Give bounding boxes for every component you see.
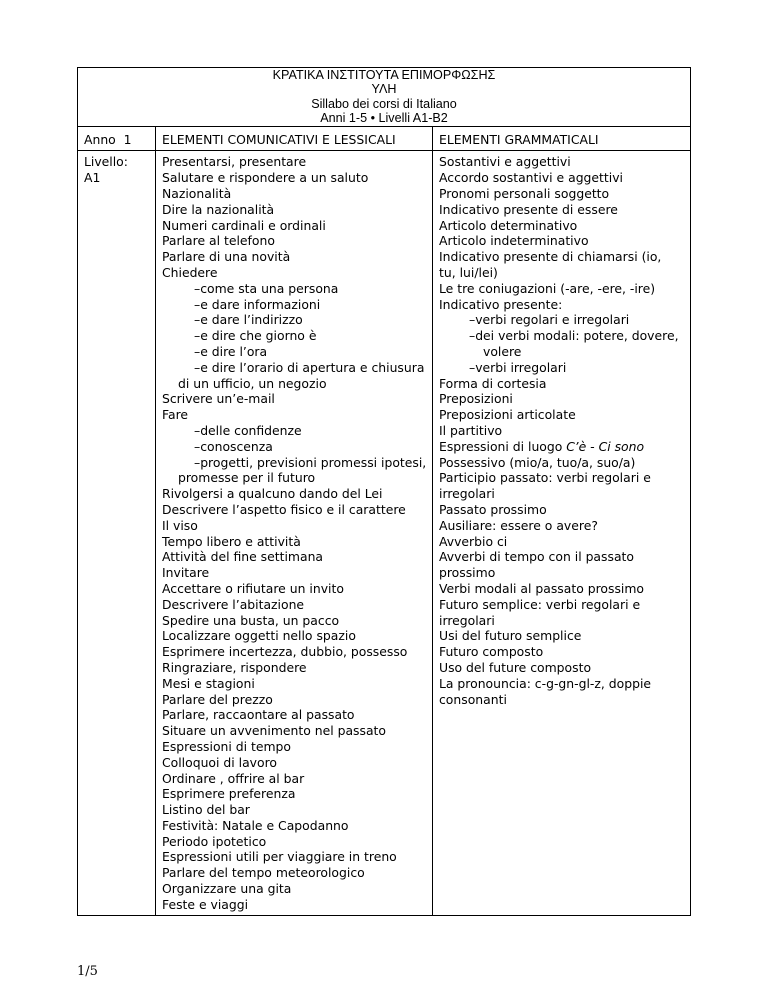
list-item — [439, 439, 686, 455]
list-item: La pronouncia: c-g-gn-gl-z, doppie — [439, 675, 652, 691]
list-item: Preposizioni articolate — [439, 407, 576, 423]
sub-item-continuation: promesse per il futuro — [178, 470, 316, 486]
list-item: Sostantivi e aggettivi — [439, 154, 571, 170]
list-item: Participio passato: verbi regolari e — [439, 470, 651, 486]
level-label: Livello: — [84, 154, 128, 170]
sub-item: –e dire che giorno è — [194, 328, 317, 344]
level-cell — [78, 151, 155, 188]
list-item: Parlare del prezzo — [162, 691, 273, 707]
list-item: Ordinare , offrire al bar — [162, 770, 305, 786]
list-item: Numeri cardinali e ordinali — [162, 217, 326, 233]
list-item: Verbi modali al passato prossimo — [439, 580, 644, 596]
sub-item: –e dare informazioni — [194, 296, 321, 312]
list-item: Possessivo (mio/a, tuo/a, suo/a) — [439, 454, 636, 470]
list-item: Avverbi di tempo con il passato — [439, 549, 634, 565]
subject-title: ΥΛΗ — [371, 82, 397, 97]
list-item: Periodo ipotetico — [162, 833, 267, 849]
list-item-text: Espressioni di luogo — [439, 438, 567, 454]
list-item: Festività: Natale e Capodanno — [162, 817, 349, 833]
list-item: Esprimere incertezza, dubbio, possesso — [162, 644, 408, 660]
level-value: A1 — [84, 170, 101, 186]
column-header-row — [78, 126, 691, 151]
list-item: Futuro composto — [439, 644, 544, 660]
list-item: Localizzare oggetti nello spazio — [162, 628, 356, 644]
title-row — [78, 68, 691, 127]
list-item: Invitare — [162, 565, 210, 581]
list-item-continuation: prossimo — [439, 565, 496, 581]
list-item: Accordo sostantivi e aggettivi — [439, 170, 623, 186]
list-item: Passato prossimo — [439, 501, 547, 517]
list-item: Espressioni di tempo — [162, 738, 292, 754]
sub-item: –e dire l’orario di apertura e chiusura — [194, 359, 425, 375]
list-item: Descrivere l’aspetto fisico e il carattere — [162, 501, 406, 517]
grammatical-header: ELEMENTI GRAMMATICALI — [439, 131, 599, 147]
list-item: Nazionalità — [162, 186, 232, 202]
list-item: Indicativo presente: — [439, 296, 563, 312]
sub-item: –dei verbi modali: potere, dovere, — [469, 328, 679, 344]
sub-item: –e dire l’ora — [194, 343, 268, 359]
list-item: Avverbio ci — [439, 533, 508, 549]
list-item: Le tre coniugazioni (-are, -ere, -ire) — [439, 280, 656, 296]
years-levels: Anni 1-5 • Livelli A1-B2 — [320, 111, 448, 126]
document-header — [78, 68, 691, 127]
communicative-list — [156, 151, 432, 914]
list-item: Colloquoi di lavoro — [162, 754, 277, 770]
institute-name: ΚΡΑΤΙΚΑ ΙΝΣΤΙΤΟΥΤΑ ΕΠΙΜΟΡΦΩΣΗΣ — [272, 68, 496, 82]
list-item: Il viso — [162, 517, 198, 533]
list-item: Uso del future composto — [439, 659, 592, 675]
list-item: Pronomi personali soggetto — [439, 186, 610, 202]
list-item: Situare un avvenimento nel passato — [162, 723, 386, 739]
list-item: Dire la nazionalità — [162, 201, 275, 217]
content-row — [78, 151, 691, 915]
list-item: Organizzare una gita — [162, 881, 292, 897]
sub-item: –e dare l’indirizzo — [194, 312, 303, 328]
list-item-continuation: consonanti — [439, 691, 507, 707]
sub-item: –progetti, previsioni promessi ipotesi, — [194, 454, 427, 470]
syllabus-table — [77, 67, 691, 916]
grammar-list — [433, 151, 690, 709]
list-item: Tempo libero e attività — [162, 533, 301, 549]
list-item: Feste e viaggi — [162, 896, 249, 912]
list-item: Presentarsi, presentare — [162, 154, 307, 170]
communicative-header: ELEMENTI COMUNICATIVI E LESSICALI — [162, 131, 396, 147]
list-item: Parlare di una novità — [162, 249, 291, 265]
list-item: Salutare e rispondere a un saluto — [162, 170, 369, 186]
italic-expression: C’è - Ci sono — [566, 438, 645, 454]
list-item: Parlare del tempo meteorologico — [162, 865, 365, 881]
list-item: Indicativo presente di essere — [439, 201, 618, 217]
list-item: Parlare al telefono — [162, 233, 275, 249]
list-item: Il partitivo — [439, 422, 503, 438]
list-item-continuation: irregolari — [439, 612, 495, 628]
sub-item-continuation: volere — [483, 343, 522, 359]
list-item: Listino del bar — [162, 802, 250, 818]
list-item: Ringraziare, rispondere — [162, 659, 307, 675]
list-item: Usi del futuro semplice — [439, 628, 582, 644]
list-item: Articolo determinativo — [439, 217, 578, 233]
list-item: Mesi e stagioni — [162, 675, 255, 691]
sub-item: –verbi regolari e irregolari — [469, 312, 630, 328]
page-number: 1/5 — [77, 964, 98, 979]
list-item: Rivolgersi a qualcuno dando del Lei — [162, 486, 383, 502]
list-item: Espressioni utili per viaggiare in treno — [162, 849, 397, 865]
list-item: Futuro semplice: verbi regolari e — [439, 596, 641, 612]
list-item: Descrivere l’abitazione — [162, 596, 305, 612]
course-title: Sillabo dei corsi di Italiano — [311, 96, 457, 111]
list-item-continuation: tu, lui/lei) — [439, 265, 498, 280]
list-item: Preposizioni — [439, 391, 513, 407]
list-item-continuation: irregolari — [439, 486, 495, 502]
list-item: Attività del fine settimana — [162, 549, 324, 565]
list-item: Spedire una busta, un pacco — [162, 612, 340, 628]
list-item: Articolo indeterminativo — [439, 233, 589, 249]
list-item: Parlare, raccaontare al passato — [162, 707, 355, 723]
sub-item: –conoscenza — [194, 438, 273, 454]
year-header: Anno 1 — [84, 131, 132, 147]
sub-item-continuation: di un ufficio, un negozio — [178, 375, 327, 391]
list-item: Fare — [162, 407, 189, 423]
sub-item: –come sta una persona — [194, 280, 339, 296]
list-item: Accettare o rifiutare un invito — [162, 580, 344, 596]
list-item: Forma di cortesia — [439, 375, 547, 391]
list-item: Ausiliare: essere o avere? — [439, 517, 598, 533]
list-item: Indicativo presente di chiamarsi (io, — [439, 249, 662, 265]
sub-item: –delle confidenze — [194, 422, 302, 438]
sub-item: –verbi irregolari — [469, 359, 567, 375]
list-item: Esprimere preferenza — [162, 786, 296, 802]
list-item: Chiedere — [162, 265, 218, 280]
list-item: Scrivere un’e-mail — [162, 391, 275, 407]
